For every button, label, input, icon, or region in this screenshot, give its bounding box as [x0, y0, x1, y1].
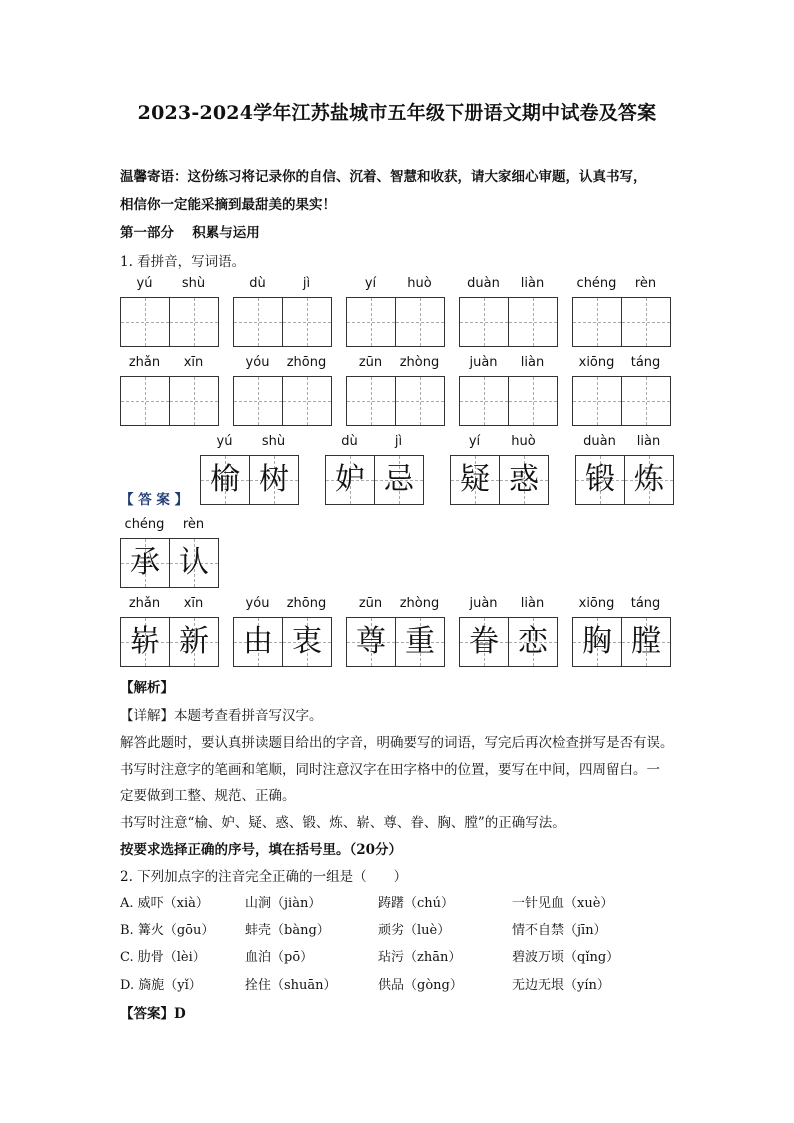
pinyin-label: duàn	[583, 434, 616, 449]
option-item: C. 肋骨（lèi）	[120, 950, 206, 965]
pinyin-label: chéng	[576, 276, 617, 291]
hanzi-char: 由	[243, 624, 273, 659]
pinyin-label: táng	[630, 355, 661, 370]
tianzige-box	[169, 538, 219, 588]
answer-word	[346, 596, 444, 676]
tianzige-box	[459, 376, 509, 426]
option-item: 玷污（zhān）	[378, 950, 462, 965]
option-item: B. 篝火（gōu）	[120, 923, 215, 938]
tianzige-box	[169, 297, 219, 347]
option-item: 山涧（jiàn）	[245, 896, 322, 911]
answer-word	[572, 596, 670, 676]
pinyin-label: liàn	[520, 276, 545, 291]
tianzige-box	[346, 617, 396, 667]
tianzige-box	[120, 538, 170, 588]
pinyin-label: jì	[394, 434, 403, 449]
pinyin-label: shù	[181, 276, 206, 291]
pinyin-label: dù	[341, 434, 358, 449]
hanzi-char: 忌	[384, 462, 414, 497]
tianzige-box	[459, 297, 509, 347]
pinyin-label: chéng	[124, 517, 165, 532]
pinyin-label: rèn	[634, 276, 657, 291]
pinyin-label: yí	[468, 434, 481, 449]
pinyin-label: duàn	[467, 276, 500, 291]
analysis-label: 【解析】	[120, 680, 174, 696]
pinyin-label: zhǎn	[128, 355, 161, 370]
tianzige-box	[233, 617, 283, 667]
tianzige-box	[572, 617, 622, 667]
hanzi-char: 眷	[469, 624, 499, 659]
pinyin-word	[459, 355, 557, 435]
pinyin-word	[459, 276, 557, 356]
answer-word	[200, 434, 298, 514]
tianzige-box	[508, 617, 558, 667]
option-item: 顽劣（luè）	[378, 923, 451, 938]
answer-word	[233, 596, 331, 676]
hanzi-char: 妒	[335, 462, 365, 497]
tianzige-box	[346, 376, 396, 426]
hanzi-char: 重	[405, 624, 435, 659]
hanzi-char: 衷	[292, 624, 322, 659]
option-item: 蚌壳（bàng）	[245, 923, 330, 938]
hanzi-char: 膛	[631, 624, 661, 659]
tianzige-box	[325, 455, 375, 505]
option-item: D. 旖旎（yǐ）	[120, 978, 202, 993]
pinyin-label: yí	[364, 276, 377, 291]
tianzige-box	[575, 455, 625, 505]
pinyin-label: liàn	[520, 596, 545, 611]
question-2-answer: 【答案】D	[120, 1006, 186, 1022]
pinyin-label: zhōng	[286, 355, 327, 370]
hanzi-char: 新	[179, 624, 209, 659]
pinyin-label: rèn	[182, 517, 205, 532]
option-item: 踌躇（chú）	[378, 896, 455, 911]
hanzi-char: 疑	[460, 462, 490, 497]
hanzi-char: 锻	[585, 462, 615, 497]
pinyin-label: yóu	[245, 355, 270, 370]
answer-label: 【 答 案 】	[120, 492, 189, 508]
hanzi-char: 胸	[582, 624, 612, 659]
tianzige-box	[621, 297, 671, 347]
pinyin-label: juàn	[469, 355, 498, 370]
tianzige-box	[395, 376, 445, 426]
pinyin-label: zhǎn	[128, 596, 161, 611]
pinyin-label: juàn	[469, 596, 498, 611]
pinyin-label: zūn	[358, 355, 383, 370]
tianzige-box	[450, 455, 500, 505]
answer-word	[459, 596, 557, 676]
tianzige-box	[282, 376, 332, 426]
section-2-heading: 按要求选择正确的序号，填在括号里。（20分）	[120, 842, 403, 858]
hanzi-char: 恋	[518, 624, 548, 659]
tianzige-box	[508, 376, 558, 426]
answer-word	[120, 596, 218, 676]
tianzige-box	[233, 376, 283, 426]
pinyin-word	[572, 276, 670, 356]
tianzige-box	[395, 617, 445, 667]
hanzi-char: 承	[130, 545, 160, 580]
question-2-title: 2. 下列加点字的注音完全正确的一组是（ ）	[120, 869, 408, 885]
pinyin-word	[233, 276, 331, 356]
tianzige-box	[395, 297, 445, 347]
pinyin-label: liàn	[636, 434, 661, 449]
explanation-para-2b: 定要做到工整、规范、正确。	[120, 788, 296, 804]
tianzige-box	[282, 617, 332, 667]
hanzi-char: 尊	[356, 624, 386, 659]
pinyin-label: jì	[302, 276, 311, 291]
tianzige-box	[120, 376, 170, 426]
hanzi-char: 认	[179, 545, 209, 580]
pinyin-label: xīn	[183, 596, 204, 611]
pinyin-label: yú	[136, 276, 153, 291]
option-item: 一针见血（xuè）	[512, 896, 614, 911]
part-heading: 第一部分 积累与运用	[120, 225, 260, 241]
answer-word	[575, 434, 673, 514]
pinyin-label: yú	[216, 434, 233, 449]
tianzige-box	[120, 617, 170, 667]
tianzige-box	[169, 617, 219, 667]
pinyin-label: dù	[249, 276, 266, 291]
option-item: 碧波万顷（qǐng）	[512, 950, 620, 965]
tianzige-box	[374, 455, 424, 505]
pinyin-word	[233, 355, 331, 435]
page-title: 2023-2024学年江苏盐城市五年级下册语文期中试卷及答案	[137, 102, 657, 124]
option-item: 拴住（shuān）	[245, 978, 337, 993]
pinyin-word	[120, 276, 218, 356]
pinyin-label: shù	[261, 434, 286, 449]
tianzige-box	[459, 617, 509, 667]
explanation-para-3: 书写时注意“榆、妒、疑、惑、锻、炼、崭、尊、眷、胸、膛”的正确写法。	[120, 815, 566, 831]
tianzige-box	[233, 297, 283, 347]
tianzige-box	[624, 455, 674, 505]
tianzige-box	[346, 297, 396, 347]
tianzige-box	[572, 376, 622, 426]
tianzige-box	[499, 455, 549, 505]
pinyin-label: zhòng	[399, 355, 440, 370]
intro-line-1: 温馨寄语：这份练习将记录你的自信、沉着、智慧和收获，请大家细心审题，认真书写，	[120, 169, 647, 185]
option-item: 情不自禁（jīn）	[512, 923, 607, 938]
detail-line: 【详解】本题考查看拼音写汉字。	[120, 708, 323, 724]
pinyin-label: zhōng	[286, 596, 327, 611]
question-1-title: 1. 看拼音，写词语。	[120, 254, 246, 270]
pinyin-label: huò	[407, 276, 432, 291]
explanation-para-2a: 书写时注意字的笔画和笔顺，同时注意汉字在田字格中的位置，要写在中间，四周留白。一	[120, 762, 660, 778]
pinyin-word	[346, 355, 444, 435]
pinyin-label: xiōng	[578, 596, 615, 611]
pinyin-word	[346, 276, 444, 356]
pinyin-word	[572, 355, 670, 435]
pinyin-label: liàn	[520, 355, 545, 370]
tianzige-box	[200, 455, 250, 505]
pinyin-label: xiōng	[578, 355, 615, 370]
intro-line-2: 相信你一定能采摘到最甜美的果实！	[120, 197, 336, 213]
hanzi-char: 树	[259, 462, 289, 497]
pinyin-word	[120, 355, 218, 435]
option-item: 无边无垠（yín）	[512, 978, 610, 993]
hanzi-char: 榆	[210, 462, 240, 497]
option-item: 血泊（pō）	[245, 950, 314, 965]
pinyin-label: zhòng	[399, 596, 440, 611]
hanzi-char: 炼	[634, 462, 664, 497]
pinyin-label: zūn	[358, 596, 383, 611]
answer-word	[120, 517, 218, 597]
tianzige-box	[169, 376, 219, 426]
tianzige-box	[249, 455, 299, 505]
answer-word	[325, 434, 423, 514]
tianzige-box	[282, 297, 332, 347]
pinyin-label: xīn	[183, 355, 204, 370]
pinyin-label: yóu	[245, 596, 270, 611]
tianzige-box	[120, 297, 170, 347]
tianzige-box	[621, 617, 671, 667]
pinyin-label: táng	[630, 596, 661, 611]
option-item: 供品（gòng）	[378, 978, 463, 993]
hanzi-char: 崭	[130, 624, 160, 659]
tianzige-box	[508, 297, 558, 347]
pinyin-label: huò	[511, 434, 536, 449]
tianzige-box	[572, 297, 622, 347]
option-item: A. 威吓（xià）	[120, 896, 209, 911]
answer-word	[450, 434, 548, 514]
hanzi-char: 惑	[509, 462, 539, 497]
explanation-para-1: 解答此题时，要认真拼读题目给出的字音，明确要写的词语，写完后再次检查拼写是否有误。	[120, 735, 674, 751]
tianzige-box	[621, 376, 671, 426]
